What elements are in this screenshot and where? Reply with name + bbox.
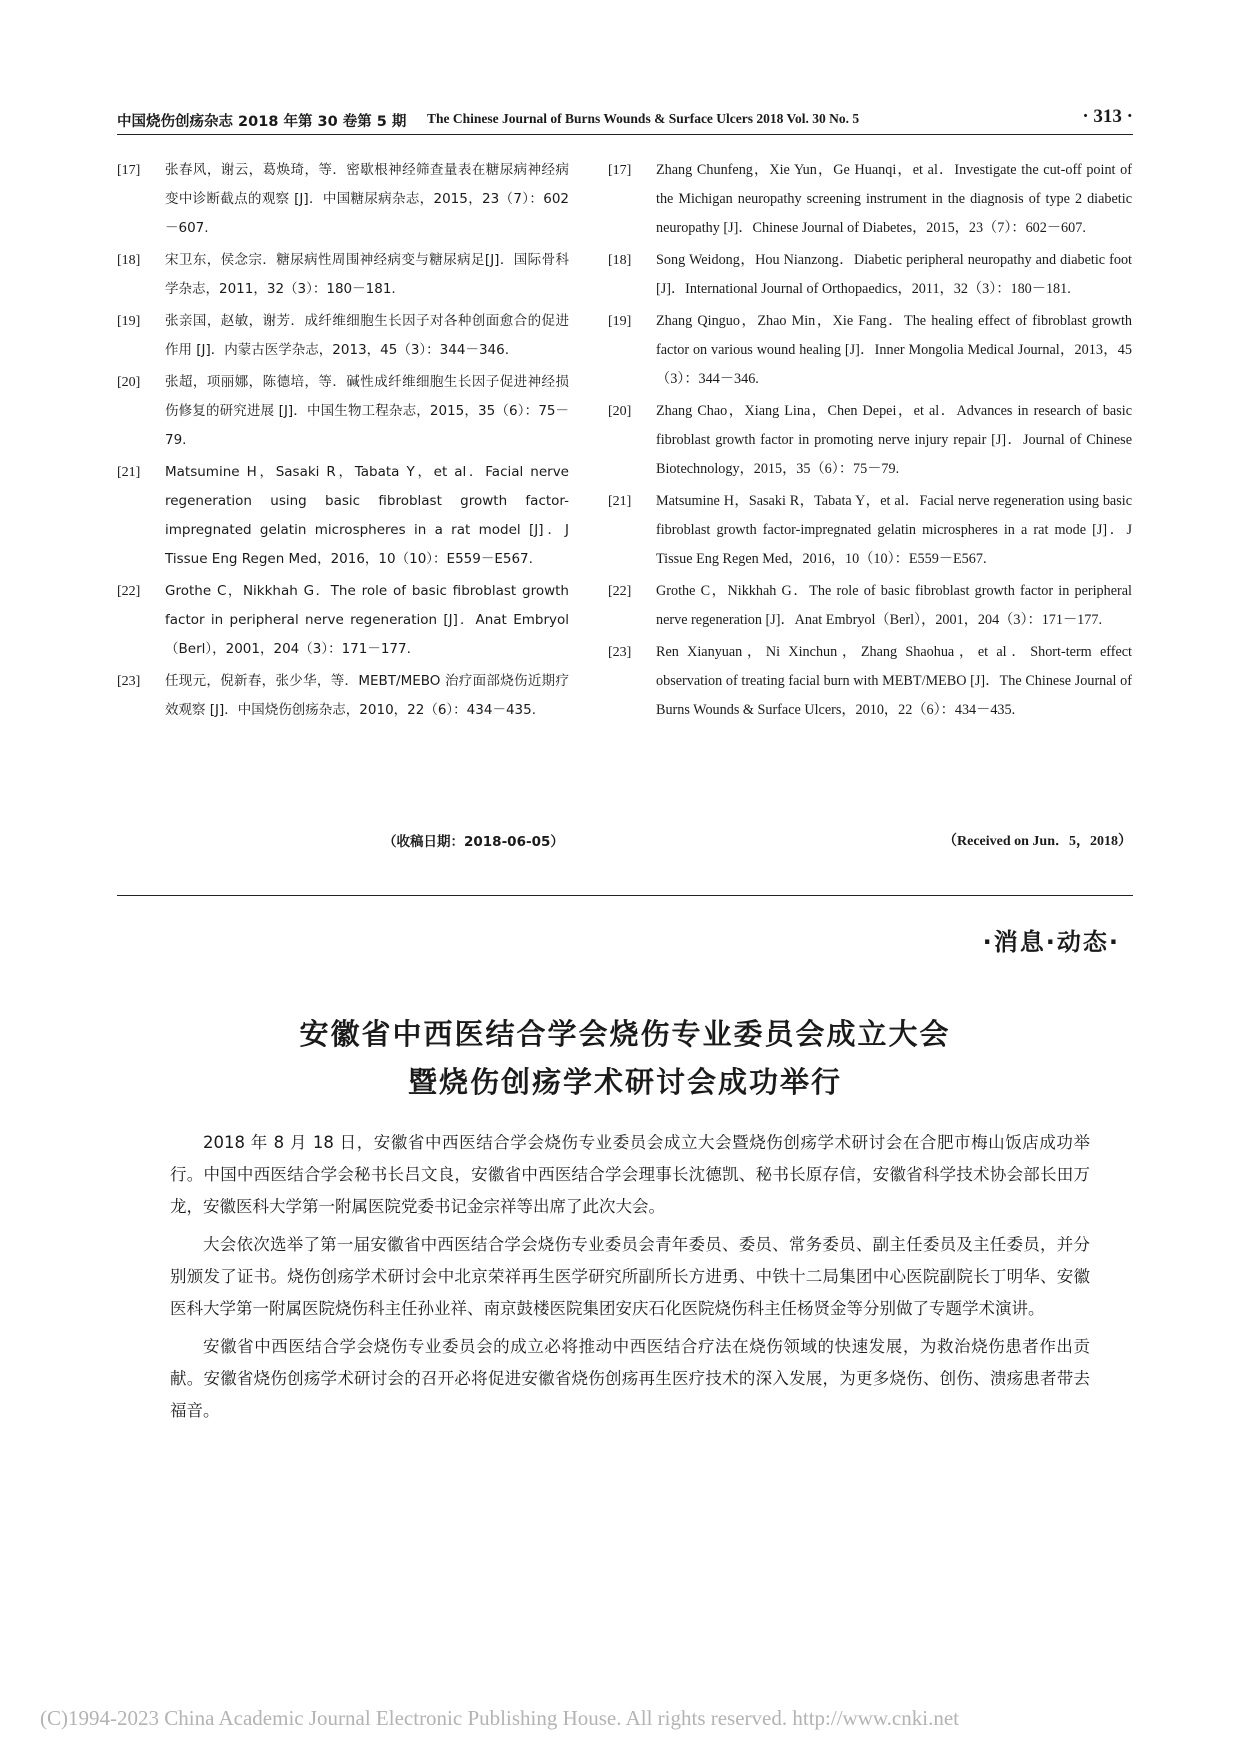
reference-item [117, 458, 569, 574]
received-date-en: （Received on Jun．5，2018） [943, 834, 1132, 849]
reference-text: Zhang Chao，Xiang Lina，Chen Depei，et al．Advances in research of basic fibroblast growth factor in promoting nerve injury repair [J]．Journal of Chinese Biotechnology，2015，35（6）：75－79. [656, 403, 1132, 477]
reference-text: 张亲国，赵敏，谢芳．成纤维细胞生长因子对各种创面愈合的促进作用 [J]．内蒙古医学杂志，2013，45（3）：344－346. [165, 313, 569, 358]
reference-item [608, 487, 1132, 574]
references-english [608, 156, 1132, 728]
reference-text: Zhang Chunfeng，Xie Yun，Ge Huanqi，et al．Investigate the cut-off point of the Michigan neuropathy screening instrument in the diagnosis of type 2 diabetic neuropathy [J]．Chinese Journal of Diabetes，2015，23（7）：602－607. [656, 162, 1132, 236]
reference-number: [18] [117, 253, 141, 268]
reference-item [117, 368, 569, 455]
running-header [117, 100, 1133, 134]
reference-number: [19] [608, 314, 632, 329]
news-paragraph: 安徽省中西医结合学会烧伤专业委员会的成立必将推动中西医结合疗法在烧伤领域的快速发展，为救治烧伤患者作出贡献。安徽省烧伤创疡学术研讨会的召开必将促进安徽省烧伤创疡再生医疗技术的深入发展，为更多烧伤、创伤、溃疡患者带去福音。 [170, 1337, 1090, 1420]
news-body [170, 1127, 1090, 1433]
news-title-line1: 安徽省中西医结合学会烧伤专业委员会成立大会 [299, 1017, 951, 1051]
reference-number: [21] [608, 494, 632, 509]
reference-text: Grothe C，Nikkhah G．The role of basic fibroblast growth factor in peripheral nerve regeneration [J]．Anat Embryol（Berl），2001，204（3）：171－177. [656, 583, 1132, 628]
reference-number: [19] [117, 314, 141, 329]
news-paragraph: 2018 年 8 月 18 日，安徽省中西医结合学会烧伤专业委员会成立大会暨烧伤创疡学术研讨会在合肥市梅山饭店成功举行。中国中西医结合学会秘书长吕文良，安徽省中西医结合学会理事长沈德凯、秘书长原存信，安徽省科学技术协会部长田万龙，安徽医科大学第一附属医院党委书记金宗祥等出席了此次大会。 [170, 1133, 1090, 1216]
news-title [117, 1010, 1133, 1106]
column-label: ·消息·动态· [982, 928, 1120, 956]
reference-item [608, 577, 1132, 635]
journal-title-cn: 中国烧伤创疡杂志 2018 年第 30 卷第 5 期 [117, 114, 407, 130]
reference-text: 宋卫东，侯念宗．糖尿病性周围神经病变与糖尿病足[J]．国际骨科学杂志，2011，32（3）：180－181. [165, 252, 569, 297]
reference-text: Grothe C，Nikkhah G．The role of basic fibroblast growth factor in peripheral nerve regeneration [J]．Anat Embryol（Berl），2001，204（3）：171－177. [165, 583, 569, 657]
reference-item [117, 577, 569, 664]
news-title-line2: 暨烧伤创疡学术研讨会成功举行 [407, 1065, 842, 1099]
news-paragraph: 大会依次选举了第一届安徽省中西医结合学会烧伤专业委员会青年委员、委员、常务委员、副主任委员及主任委员，并分别颁发了证书。烧伤创疡学术研讨会中北京荣祥再生医学研究所副所长方进勇、中铁十二局集团中心医院副院长丁明华、安徽医科大学第一附属医院烧伤科主任孙业祥、南京鼓楼医院集团安庆石化医院烧伤科主任杨贤金等分别做了专题学术演讲。 [170, 1235, 1090, 1318]
header-divider [117, 134, 1133, 135]
reference-number: [21] [117, 465, 141, 480]
journal-title-en: The Chinese Journal of Burns Wounds & Surface Ulcers 2018 Vol. 30 No. 5 [427, 111, 860, 126]
received-date-cn: （收稿日期：2018-06-05） [383, 834, 564, 850]
reference-number: [20] [608, 404, 632, 419]
reference-item [608, 246, 1132, 304]
reference-text: Zhang Qinguo，Zhao Min，Xie Fang．The healing effect of fibroblast growth factor on various wound healing [J]．Inner Mongolia Medical Journal，2013，45（3）：344－346. [656, 313, 1132, 387]
reference-text: Ren Xianyuan，Ni Xinchun，Zhang Shaohua，et al．Short-term effect observation of treating facial burn with MEBT/MEBO [J]．The Chinese Journal of Burns Wounds & Surface Ulcers，2010，22（6）：434－435. [656, 644, 1132, 718]
reference-number: [23] [608, 645, 632, 660]
page-number: · 313 · [1082, 106, 1133, 127]
reference-text: 任现元，倪新春，张少华，等．MEBT/MEBO 治疗面部烧伤近期疗效观察 [J]．中国烧伤创疡杂志，2010，22（6）：434－435. [165, 673, 569, 718]
reference-item [117, 246, 569, 304]
reference-number: [22] [117, 584, 141, 599]
reference-text: Song Weidong，Hou Nianzong．Diabetic peripheral neuropathy and diabetic foot [J]．International Journal of Orthopaedics，2011，32（3）：180－181. [656, 252, 1132, 297]
section-divider [117, 895, 1133, 896]
reference-item [608, 307, 1132, 394]
reference-number: [18] [608, 253, 632, 268]
copyright-footer: (C)1994-2023 China Academic Journal Electronic Publishing House. All rights reserved. http://www.cnki.net [40, 1706, 959, 1730]
references-chinese [117, 156, 569, 728]
reference-number: [22] [608, 584, 632, 599]
reference-item [117, 156, 569, 243]
reference-item [608, 156, 1132, 243]
reference-item [117, 667, 569, 725]
reference-number: [17] [117, 163, 141, 178]
reference-text: 张超，项丽娜，陈德培，等．碱性成纤维细胞生长因子促进神经损伤修复的研究进展 [J]．中国生物工程杂志，2015，35（6）：75－79. [165, 374, 569, 448]
reference-item [608, 638, 1132, 725]
reference-item [117, 307, 569, 365]
reference-item [608, 397, 1132, 484]
reference-number: [17] [608, 163, 632, 178]
reference-text: 张春风，谢云，葛焕琦，等．密歇根神经筛查量表在糖尿病神经病变中诊断截点的观察 [J]．中国糖尿病杂志，2015，23（7）：602－607. [165, 162, 569, 236]
reference-number: [20] [117, 375, 141, 390]
reference-text: Matsumine H，Sasaki R，Tabata Y，et al．Facial nerve regeneration using basic fibroblast growth factor-impregnated gelatin microspheres in a rat model [J]．J Tissue Eng Regen Med，2016，10（10）：E559－E567. [165, 464, 569, 567]
reference-number: [23] [117, 674, 141, 689]
reference-text: Matsumine H，Sasaki R，Tabata Y，et al．Facial nerve regeneration using basic fibroblast growth factor-impregnated gelatin microspheres in a rat mode [J]．J Tissue Eng Regen Med，2016，10（10）：E559－E567. [656, 493, 1132, 567]
